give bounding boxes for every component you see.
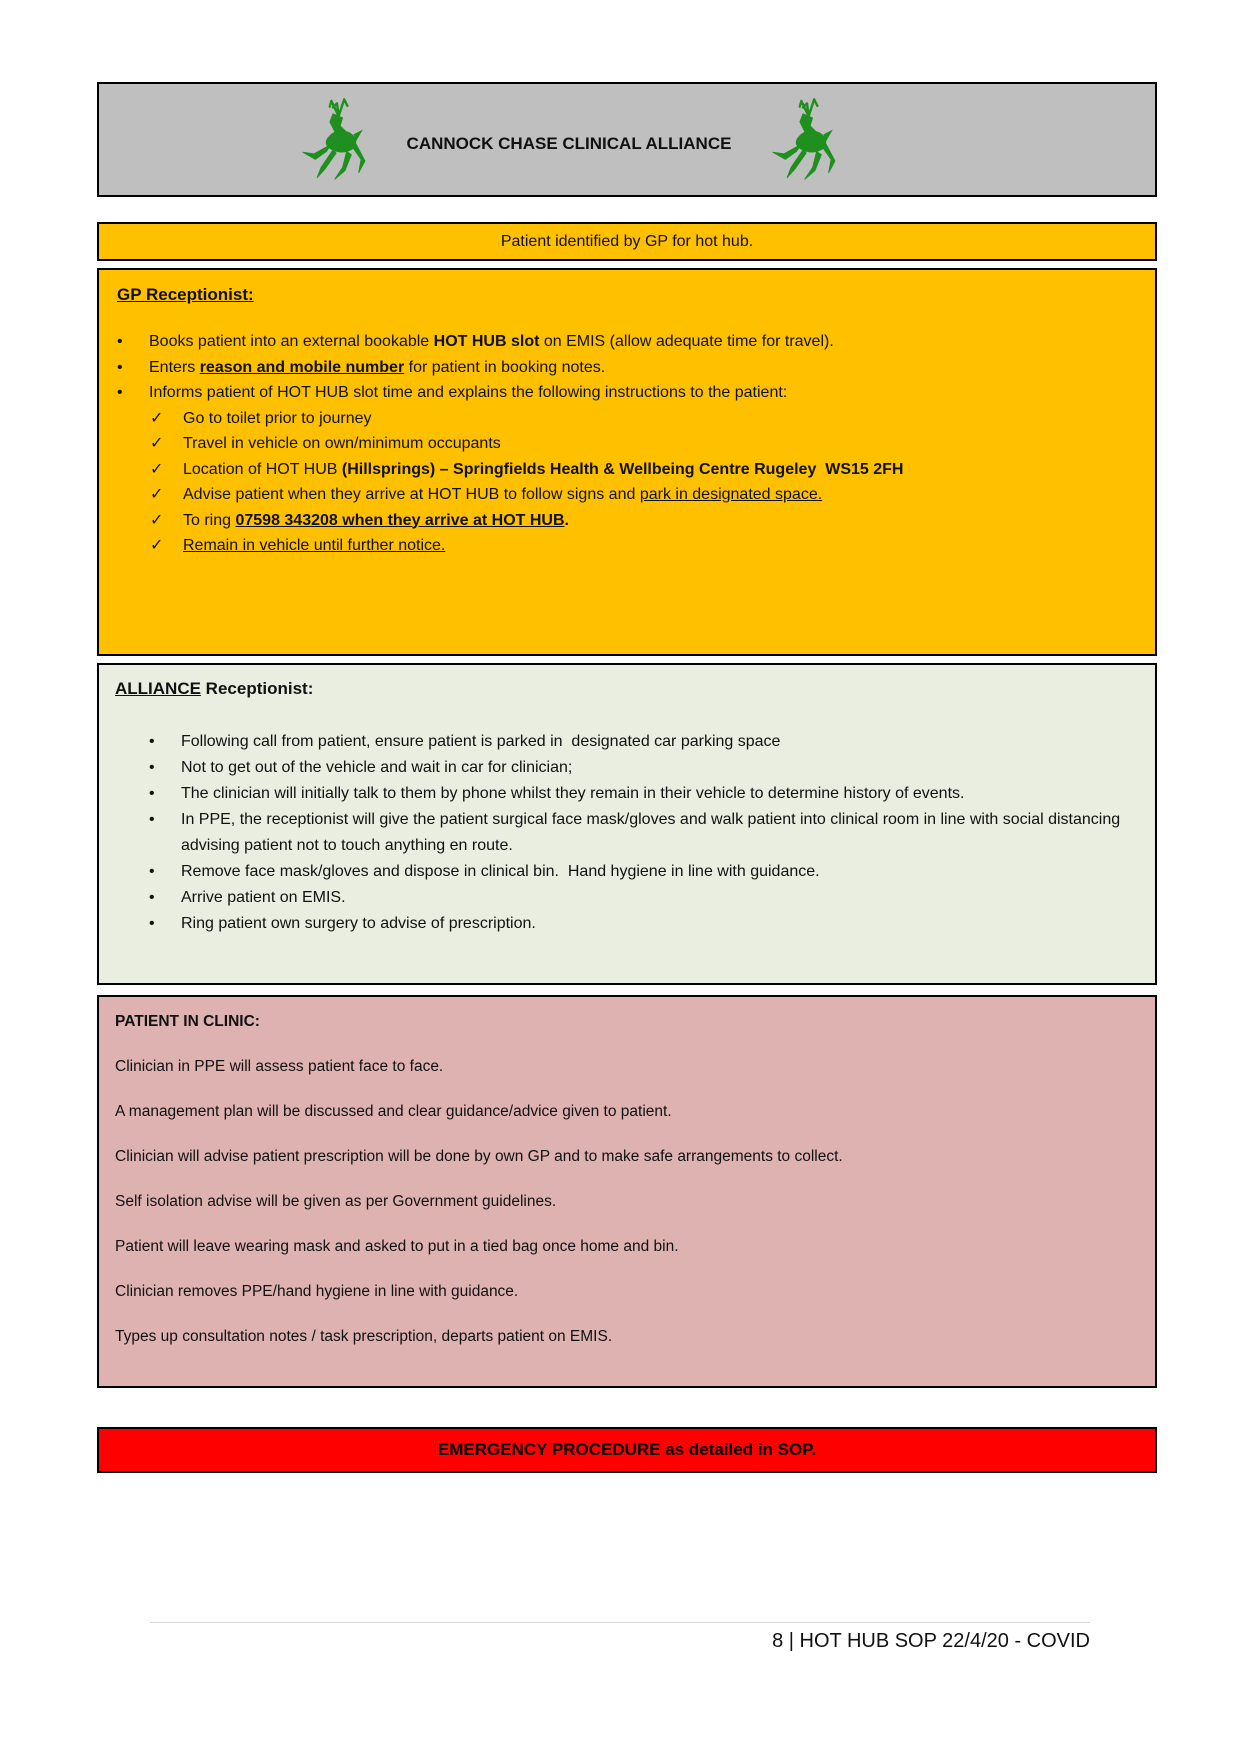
alliance-receptionist-box [97, 663, 1157, 985]
check-item: ✓ Travel in vehicle on own/minimum occupants [150, 431, 1137, 457]
footer-divider [150, 1622, 1090, 1623]
patient-in-clinic-box [97, 995, 1157, 1388]
bullet-item: • Enters reason and mobile number for patient in booking notes. [117, 355, 1137, 381]
bullet-item: • Ring patient own surgery to advise of prescription. [149, 911, 1139, 937]
clinic-paragraph: Clinician will advise patient prescription will be done by own GP and to make safe arrangements to collect. [115, 1148, 843, 1165]
check-item: ✓ Go to toilet prior to journey [150, 406, 1137, 432]
bullet-icon: • [149, 785, 155, 802]
patient-in-clinic-heading: PATIENT IN CLINIC: [115, 1013, 260, 1030]
alliance-receptionist-heading: ALLIANCE Receptionist: [115, 679, 314, 698]
bullet-item: • Informs patient of HOT HUB slot time and explains the following instructions to the patient: [117, 380, 1137, 406]
gp-bullet-list [117, 329, 1137, 559]
bullet-item: • The clinician will initially talk to them by phone whilst they remain in their vehicle to determine history of events. [149, 781, 1139, 807]
check-icon: ✓ [150, 460, 164, 478]
bullet-icon: • [149, 733, 155, 750]
check-icon: ✓ [150, 537, 164, 554]
clinic-paragraph: Clinician removes PPE/hand hygiene in line with guidance. [115, 1283, 519, 1300]
emergency-procedure-banner [97, 1427, 1157, 1473]
bullet-icon: • [117, 384, 123, 401]
page-footer: 8 | HOT HUB SOP 22/4/20 - COVID [772, 1630, 1090, 1652]
bullet-item: • Following call from patient, ensure patient is parked in designated car parking space [149, 729, 1139, 755]
check-item: ✓ Remain in vehicle until further notice. [150, 533, 1137, 559]
bullet-item: • In PPE, the receptionist will give the patient surgical face mask/gloves and walk patient into clinical room in line with social distancing advising patient not to touch anything en route. [149, 807, 1139, 859]
patient-identified-banner [97, 222, 1157, 261]
alliance-bullet-list [115, 729, 1139, 937]
check-item: ✓ To ring 07598 343208 when they arrive at HOT HUB. [150, 508, 1137, 534]
bullet-icon: • [149, 811, 155, 828]
bullet-icon: • [149, 759, 155, 776]
check-item: ✓ Location of HOT HUB (Hillsprings) – Springfields Health & Wellbeing Centre Rugeley WS15 2FH [150, 457, 1137, 483]
gp-receptionist-box [97, 268, 1157, 656]
bullet-icon: • [117, 358, 123, 376]
gp-receptionist-heading: GP Receptionist: [117, 285, 254, 304]
bullet-item: • Remove face mask/gloves and dispose in clinical bin. Hand hygiene in line with guidance. [149, 859, 1139, 885]
bullet-icon: • [117, 333, 123, 350]
banner-text: Patient identified by GP for hot hub. [500, 232, 754, 250]
org-title: CANNOCK CHASE CLINICAL ALLIANCE [406, 134, 732, 153]
bullet-icon: • [149, 915, 155, 932]
check-item: ✓ Advise patient when they arrive at HOT HUB to follow signs and park in designated space. [150, 482, 1137, 508]
clinic-paragraph: A management plan will be discussed and clear guidance/advice given to patient. [115, 1103, 672, 1120]
emergency-banner-text: EMERGENCY PROCEDURE as detailed in SOP. [437, 1440, 817, 1459]
check-icon: ✓ [150, 486, 164, 503]
bullet-icon: • [149, 889, 155, 906]
header-box [97, 82, 1157, 197]
clinic-paragraph: Types up consultation notes / task prescription, departs patient on EMIS. [115, 1328, 613, 1345]
check-icon: ✓ [150, 511, 164, 529]
check-icon: ✓ [150, 409, 164, 427]
bullet-item: • Not to get out of the vehicle and wait in car for clinician; [149, 755, 1139, 781]
bullet-icon: • [149, 863, 155, 880]
bullet-item: • Books patient into an external bookable HOT HUB slot on EMIS (allow adequate time for travel). [117, 329, 1137, 355]
bullet-item: • Arrive patient on EMIS. [149, 885, 1139, 911]
clinic-paragraph: Self isolation advise will be given as per Government guidelines. [115, 1193, 557, 1210]
clinic-paragraph: Clinician in PPE will assess patient face to face. [115, 1058, 444, 1075]
check-icon: ✓ [150, 435, 164, 452]
clinic-paragraph: Patient will leave wearing mask and asked to put in a tied bag once home and bin. [115, 1238, 679, 1255]
